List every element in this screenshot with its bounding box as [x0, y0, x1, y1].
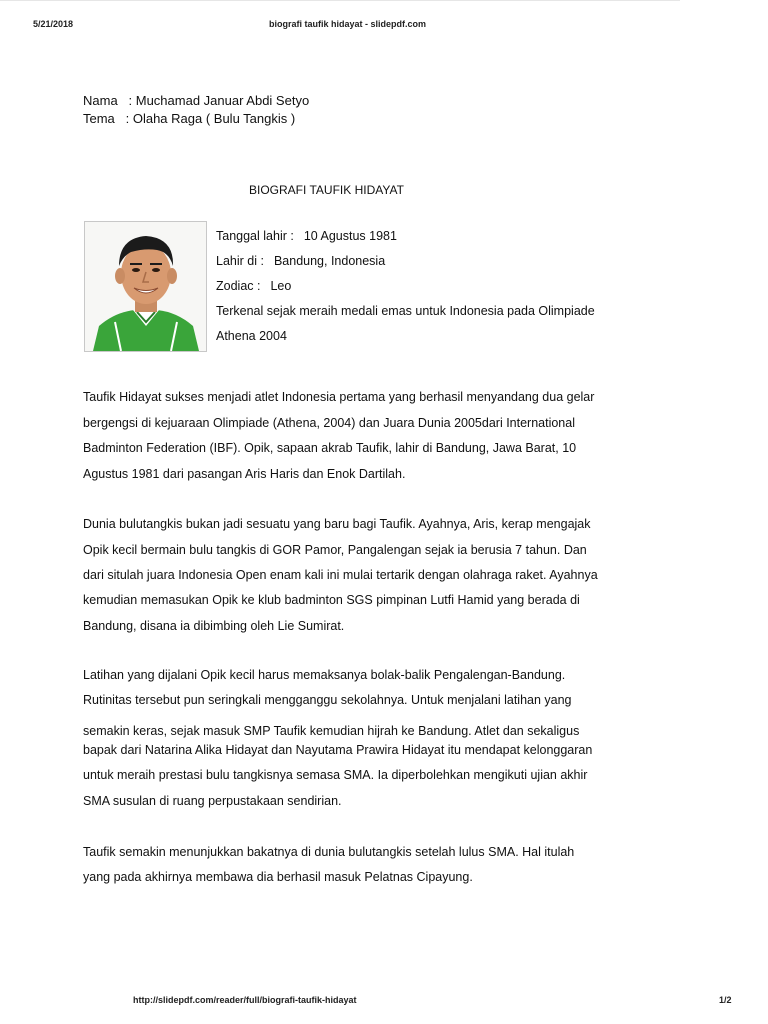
paragraph-3-line-4: bapak dari Natarina Alika Hidayat dan Nayutama Prawira Hidayat itu mendapat kelonggaran	[83, 743, 593, 757]
paragraph-2-line-5: Bandung, disana ia dibimbing oleh Lie Sumirat.	[83, 619, 345, 633]
header-date: 5/21/2018	[33, 19, 74, 29]
portrait-illustration	[85, 222, 206, 351]
portrait-photo	[84, 221, 207, 352]
page-top-border	[0, 0, 680, 1]
meta-nama: Nama : Muchamad Januar Abdi Setyo	[83, 93, 310, 108]
paragraph-3-line-3: semakin keras, sejak masuk SMP Taufik kemudian hijrah ke Bandung. Atlet dan sekaligus	[83, 724, 580, 738]
footer-page-number: 1/2	[719, 995, 732, 1005]
paragraph-4-line-1: Taufik semakin menunjukkan bakatnya di dunia bulutangkis setelah lulus SMA. Hal itulah	[83, 845, 575, 859]
paragraph-2-line-2: Opik kecil bermain bulu tangkis di GOR Pamor, Pangalengan sejak ia berusia 7 tahun. Dan	[83, 543, 587, 557]
header-title: biografi taufik hidayat - slidepdf.com	[269, 19, 427, 29]
tanggal-lahir-label: Tanggal lahir :	[216, 229, 294, 243]
paragraph-3-line-5: untuk meraih prestasi bulu tangkisnya semasa SMA. Ia diperbolehkan mengikuti ujian akhir	[83, 768, 588, 782]
lahir-di-label: Lahir di :	[216, 254, 264, 268]
paragraph-2-line-1: Dunia bulutangkis bukan jadi sesuatu yang baru bagi Taufik. Ayahnya, Aris, kerap mengajak	[83, 517, 591, 531]
document-title: BIOGRAFI TAUFIK HIDAYAT	[249, 183, 404, 197]
paragraph-1-line-2: bergengsi di kejuaraan Olimpiade (Athena, 2004) dan Juara Dunia 2005dari International	[83, 416, 575, 430]
meta-tema: Tema : Olaha Raga ( Bulu Tangkis )	[83, 111, 296, 126]
paragraph-4-line-2: yang pada akhirnya membawa dia berhasil masuk Pelatnas Cipayung.	[83, 870, 473, 884]
paragraph-1-line-1: Taufik Hidayat sukses menjadi atlet Indonesia pertama yang berhasil menyandang dua gelar	[83, 390, 595, 404]
zodiac-label: Zodiac :	[216, 279, 261, 293]
info-note-line-1: Terkenal sejak meraih medali emas untuk Indonesia pada Olimpiade	[216, 304, 595, 318]
info-tanggal-lahir	[216, 229, 397, 243]
paragraph-2-line-3: dari situlah juara Indonesia Open enam kali ini mulai tertarik dengan olahraga raket. Ayahnya	[83, 568, 598, 582]
tanggal-lahir-value: 10 Agustus 1981	[303, 229, 397, 243]
paragraph-3-line-2: Rutinitas tersebut pun seringkali mengganggu sekolahnya. Untuk menjalani latihan yang	[83, 693, 572, 707]
info-lahir-di	[216, 254, 385, 268]
info-zodiac	[216, 279, 291, 293]
lahir-di-value: Bandung, Indonesia	[273, 254, 386, 268]
paragraph-3-line-1: Latihan yang dijalani Opik kecil harus memaksanya bolak-balik Pengalengan-Bandung.	[83, 668, 566, 682]
paragraph-1-line-4: Agustus 1981 dari pasangan Aris Haris dan Enok Dartilah.	[83, 467, 406, 481]
info-note-line-2: Athena 2004	[216, 329, 287, 343]
paragraph-3-line-6: SMA susulan di ruang perpustakaan sendirian.	[83, 794, 342, 808]
paragraph-2-line-4: kemudian memasukan Opik ke klub badminton SGS pimpinan Lutfi Hamid yang berada di	[83, 593, 580, 607]
paragraph-1-line-3: Badminton Federation (IBF). Opik, sapaan akrab Taufik, lahir di Bandung, Jawa Barat, 10	[83, 441, 577, 455]
footer-url[interactable]: http://slidepdf.com/reader/full/biografi-taufik-hidayat	[133, 995, 357, 1005]
zodiac-value: Leo	[270, 279, 292, 293]
